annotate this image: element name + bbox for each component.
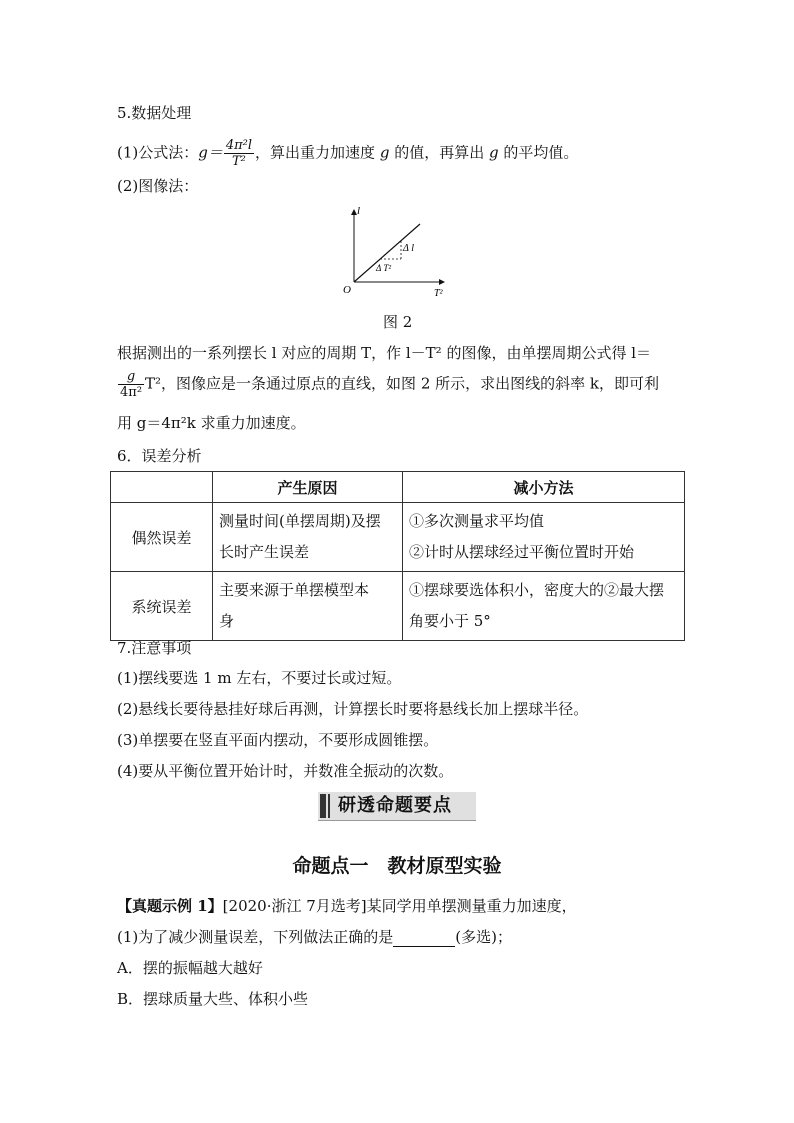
row-fix-line: 角要小于 5° — [409, 612, 491, 630]
formula-fraction — [224, 138, 254, 169]
formula-g1: g — [379, 143, 390, 162]
note-item: (1)摆线要选 1 m 左右，不要过长或过短。 — [117, 669, 402, 687]
formula-numerator: 4π²l — [225, 138, 253, 153]
banner-bar-icon — [320, 794, 326, 818]
question-1-post: (多选)； — [455, 928, 512, 946]
figure-2-graph — [340, 200, 455, 300]
note-item: (4)要从平衡位置开始计时，并数准全振动的次数。 — [117, 762, 454, 780]
paragraph-fraction — [118, 369, 144, 400]
delta-t-label: Δ T² — [376, 263, 392, 273]
table-header-empty — [111, 472, 213, 503]
answer-blank[interactable] — [393, 932, 455, 947]
formula-lhs: g＝ — [198, 143, 223, 162]
x-axis-label: T² — [434, 288, 443, 299]
row-fix-line: ①多次测量求平均值 — [409, 512, 545, 530]
delta-l-label: Δ l — [403, 243, 414, 254]
formula-g2: g — [489, 143, 499, 162]
paragraph-line-2-text: T²，图像应是一条通过原点的直线，如图 2 所示，求出图线的斜率 k，即可利 — [145, 374, 659, 393]
section-7-title: 7.注意事项 — [117, 639, 192, 657]
y-axis-label: l — [357, 205, 361, 217]
row-cause-line: 身 — [219, 612, 235, 630]
error-analysis-table — [110, 471, 685, 641]
note-item: (3)单摆要在竖直平面内摆动，不要形成圆锥摆。 — [117, 731, 439, 749]
proposition-heading: 命题点一 教材原型实验 — [292, 855, 502, 877]
table-row — [111, 503, 685, 572]
row-cause-line: 主要来源于单摆模型本 — [219, 581, 370, 599]
banner-bar-icon — [328, 794, 330, 818]
note-item: (2)悬线长要待悬挂好球后再测，计算摆长时要将悬线长加上摆球半径。 — [117, 700, 589, 718]
formula-text: ，算出重力加速度 — [255, 143, 376, 162]
paragraph-frac-den: 4π² — [120, 385, 143, 400]
section-banner — [318, 792, 476, 821]
table-header-cause: 产生原因 — [213, 472, 403, 503]
paragraph-line-3: 用 g＝4π²k 求重力加速度。 — [117, 414, 306, 432]
example-intro — [117, 896, 577, 916]
origin-label: O — [343, 284, 351, 296]
option-item: B．摆球质量大些、体积小些 — [117, 990, 309, 1008]
question-1-pre: (1)为了减少测量误差，下列做法正确的是 — [117, 928, 394, 946]
graph-method-label: (2)图像法： — [117, 177, 199, 195]
paragraph-frac-num: g — [118, 369, 144, 385]
paragraph-line-1: 根据测出的一系列摆长 l 对应的周期 T，作 l－T² 的图像，由单摆周期公式得 l＝ — [117, 344, 652, 362]
paragraph-line-2 — [117, 369, 659, 400]
formula-text2: 的值，再算出 — [394, 143, 485, 162]
row-fix-line: ①摆球要选体积小，密度大的②最大摆 — [409, 581, 665, 599]
table-header-row — [111, 472, 685, 503]
row-cause — [213, 503, 403, 572]
formula-denominator: T² — [232, 154, 246, 169]
banner-text: 研透命题要点 — [338, 795, 452, 816]
row-cause-line: 长时产生误差 — [219, 543, 310, 561]
row-fix — [403, 503, 685, 572]
formula-method — [117, 138, 578, 169]
table-row — [111, 572, 685, 641]
table-header-fix: 减小方法 — [403, 472, 685, 503]
row-cause-line: 测量时间(单摆周期)及摆 — [219, 512, 381, 530]
question-1 — [117, 927, 512, 947]
section-6-title: 6．误差分析 — [117, 447, 202, 465]
section-5-title: 5.数据处理 — [117, 104, 192, 122]
option-item: A．摆的振幅越大越好 — [117, 959, 263, 977]
row-cause — [213, 572, 403, 641]
formula-label: (1)公式法： — [117, 143, 199, 162]
example-intro-text: [2020·浙江 7月选考]某同学用单摆测量重力加速度， — [222, 897, 577, 915]
row-type: 偶然误差 — [111, 503, 213, 572]
example-tag: 【真题示例 1】 — [117, 897, 223, 915]
row-type: 系统误差 — [111, 572, 213, 641]
row-fix-line: ②计时从摆球经过平衡位置时开始 — [409, 543, 635, 561]
formula-text3: 的平均值。 — [503, 143, 579, 162]
figure-caption: 图 2 — [383, 313, 413, 331]
row-fix — [403, 572, 685, 641]
